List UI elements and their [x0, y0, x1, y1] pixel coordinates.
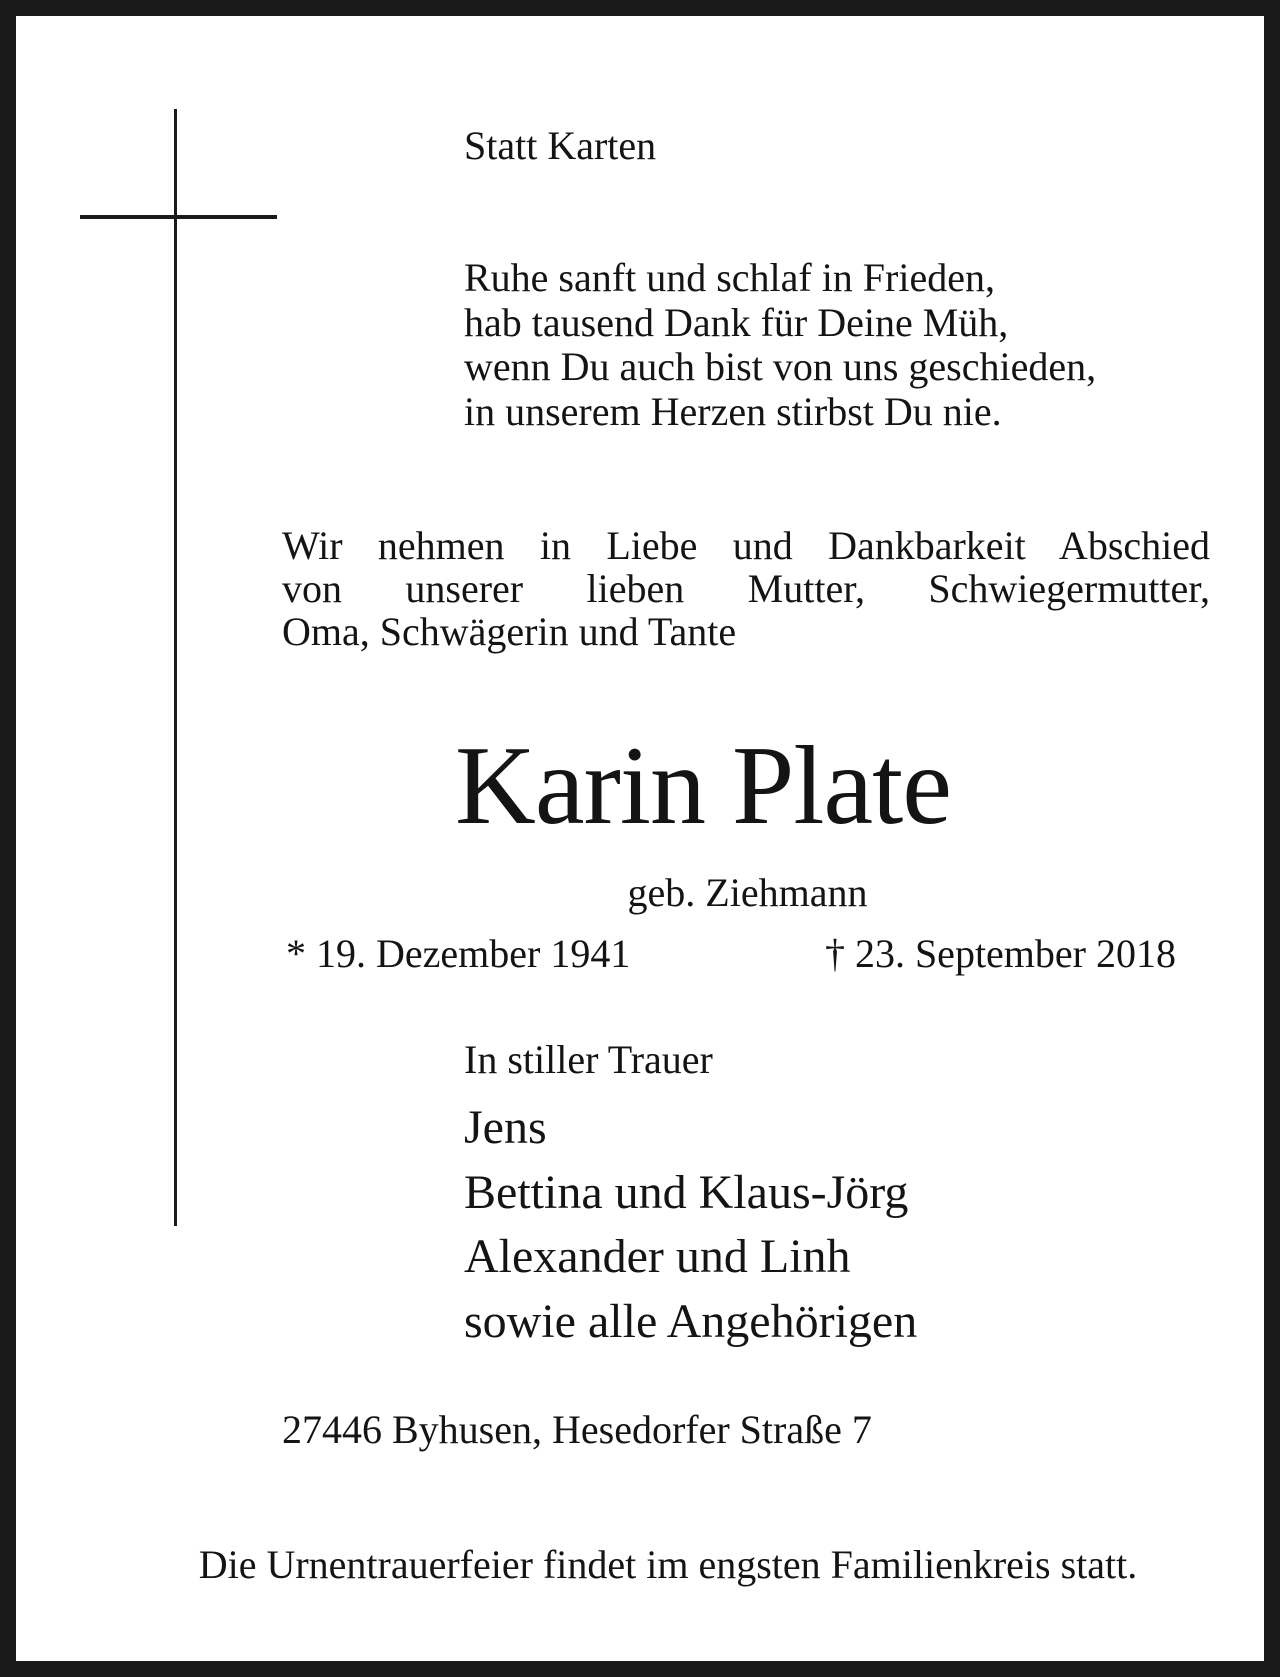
cross-vertical-bar [174, 109, 177, 1226]
death-date: † 23. September 2018 [824, 931, 1176, 976]
intro-line: Wir nehmen in Liebe und Dankbarkeit Abschied [282, 523, 1210, 568]
deceased-name: Karin Plate [455, 724, 951, 848]
statt-karten-heading: Statt Karten [464, 123, 657, 168]
poem-line: wenn Du auch bist von uns geschieden, [464, 344, 1097, 389]
farewell-intro [282, 524, 1210, 653]
cross-horizontal-bar [80, 215, 277, 219]
intro-line: Oma, Schwägerin und Tante [282, 609, 737, 654]
mourning-intro: In stiller Trauer [464, 1037, 713, 1082]
poem-line: hab tausend Dank für Deine Müh, [464, 299, 1009, 345]
poem [464, 256, 1096, 434]
poem-line: in unserem Herzen stirbst Du nie. [464, 388, 1002, 434]
mourners-list [464, 1096, 917, 1354]
mourner-name: Jens [464, 1101, 547, 1154]
birth-date: * 19. Dezember 1941 [286, 931, 631, 976]
mourner-name: sowie alle Angehörigen [464, 1294, 918, 1348]
poem-line: Ruhe sanft und schlaf in Frieden, [464, 255, 995, 300]
ceremony-note: Die Urnentrauerfeier findet im engsten Familienkreis statt. [198, 1542, 1138, 1587]
mourner-name: Alexander und Linh [464, 1230, 851, 1283]
family-address: 27446 Byhusen, Hesedorfer Straße 7 [282, 1407, 872, 1452]
mourner-name: Bettina und Klaus-Jörg [464, 1165, 909, 1219]
birth-name: geb. Ziehmann [627, 870, 868, 915]
intro-line: von unserer lieben Mutter, Schwiegermutter, [282, 566, 1210, 611]
